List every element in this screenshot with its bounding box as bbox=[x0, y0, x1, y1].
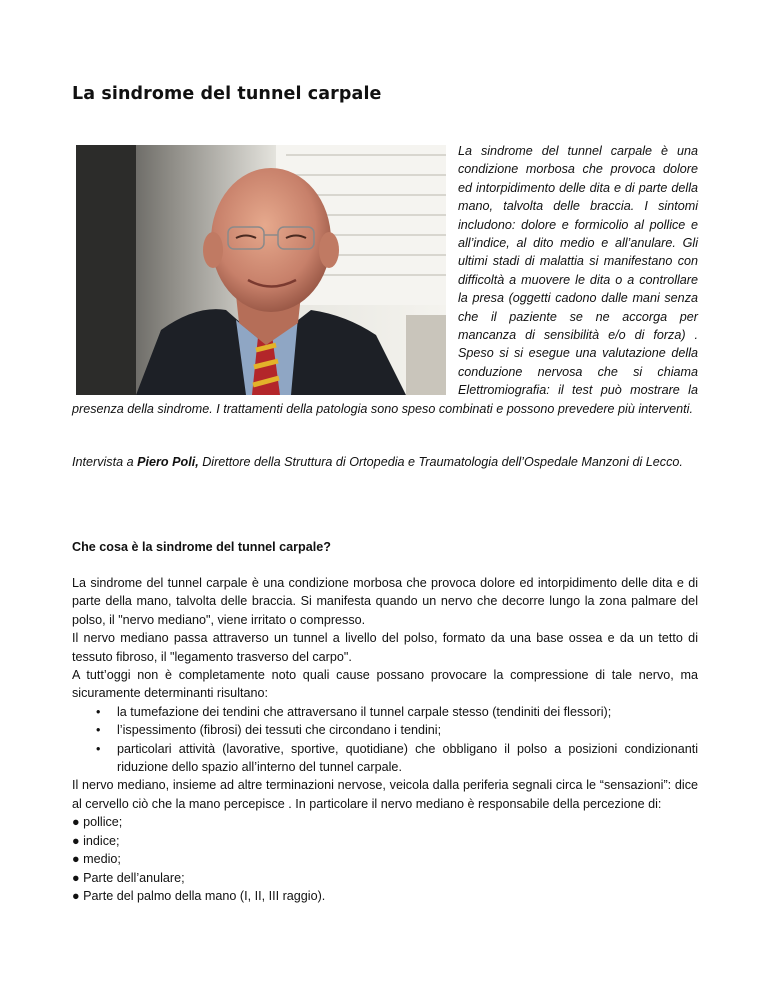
finger-item: ● pollice; bbox=[72, 815, 123, 830]
interview-suffix: Direttore della Struttura di Ortopedia e Traumatologia dell’Ospedale Manzoni di Lecco. bbox=[198, 455, 683, 469]
section-question: Che cosa è la sindrome del tunnel carpale? bbox=[72, 540, 331, 554]
bullet-icon: ● bbox=[72, 833, 80, 848]
finger-item: ● medio; bbox=[72, 852, 121, 867]
interview-credit bbox=[72, 453, 698, 471]
body-paragraph-4: Il nervo mediano, insieme ad altre terminazioni nervose, veicola dalla periferia segnali circa le “sensazioni”: dice al cervello ciò che la mano percepisce . In particolare il nervo mediano è responsabile della percezione di: bbox=[72, 778, 698, 811]
bullet-icon: ● bbox=[72, 870, 80, 885]
article-body bbox=[72, 574, 698, 905]
bullet-icon: ● bbox=[72, 852, 80, 867]
bullet-icon: ● bbox=[72, 888, 80, 903]
body-paragraph-2: Il nervo mediano passa attraverso un tunnel a livello del polso, formato da una base ossea e da un tetto di tessuto fibroso, il "legamento trasverso del carpo". bbox=[72, 631, 698, 664]
interview-prefix: Intervista a bbox=[72, 455, 138, 469]
list-item: • la tumefazione dei tendini che attraversano il tunnel carpale stesso (tendiniti dei flessori); bbox=[96, 703, 698, 721]
intro-text: La sindrome del tunnel carpale è una condizione morbosa che provoca dolore ed intorpidimento delle dita e di parte della mano, talvolta delle braccia. I sintomi includono: dolore e formicolio al pollice e all’indice, al dito medio e all’anulare. Gli ultimi stadi di malattia si manifestano con difficoltà a muovere le dita o a controllare la presa (oggetti cadono dalle mani senza che il paziente se ne accorga per mancanza di sensibilità e/o di forza) . Speso si si esegue una valutazione della conduzione nervosa che si chiama Elettromiografia: il test può mostrare la presenza della sindrome. I trattamenti della patologia sono speso combinati e possono prevedere più interventi. bbox=[72, 144, 698, 416]
body-paragraph-1: La sindrome del tunnel carpale è una condizione morbosa che provoca dolore ed intorpidimento delle dita e di parte della mano, talvolta delle braccia. Si manifesta quando un nervo che decorre lungo la zona palmare del polso, il "nervo mediano", viene irritato o compresso. bbox=[72, 576, 698, 627]
list-item: • l’ispessimento (fibrosi) dei tessuti che circondano i tendini; bbox=[96, 721, 698, 739]
intro-block bbox=[72, 142, 698, 418]
bullet-icon: ● bbox=[72, 815, 80, 830]
finger-item: ● indice; bbox=[72, 833, 120, 848]
doctor-photo bbox=[76, 145, 446, 395]
finger-item: ● Parte del palmo della mano (I, II, III raggio). bbox=[72, 888, 326, 903]
finger-item: ● Parte dell’anulare; bbox=[72, 870, 185, 885]
bullet-icon: • bbox=[96, 723, 101, 738]
bullet-icon: • bbox=[96, 704, 101, 719]
doctor-photo-image bbox=[76, 145, 446, 395]
bullet-icon: • bbox=[96, 741, 101, 756]
causes-list bbox=[72, 703, 698, 777]
list-item: • particolari attività (lavorative, sportive, quotidiane) che obbligano il polso a posizioni condizionanti riduzione dello spazio all’interno del tunnel carpale. bbox=[96, 741, 698, 775]
page-title: La sindrome del tunnel carpale bbox=[72, 84, 382, 104]
interviewee-name: Piero Poli, bbox=[137, 455, 199, 469]
body-paragraph-3: A tutt’oggi non è completamente noto quali cause possano provocare la compressione di tale nervo, ma sicuramente determinanti risultano: bbox=[72, 668, 698, 701]
